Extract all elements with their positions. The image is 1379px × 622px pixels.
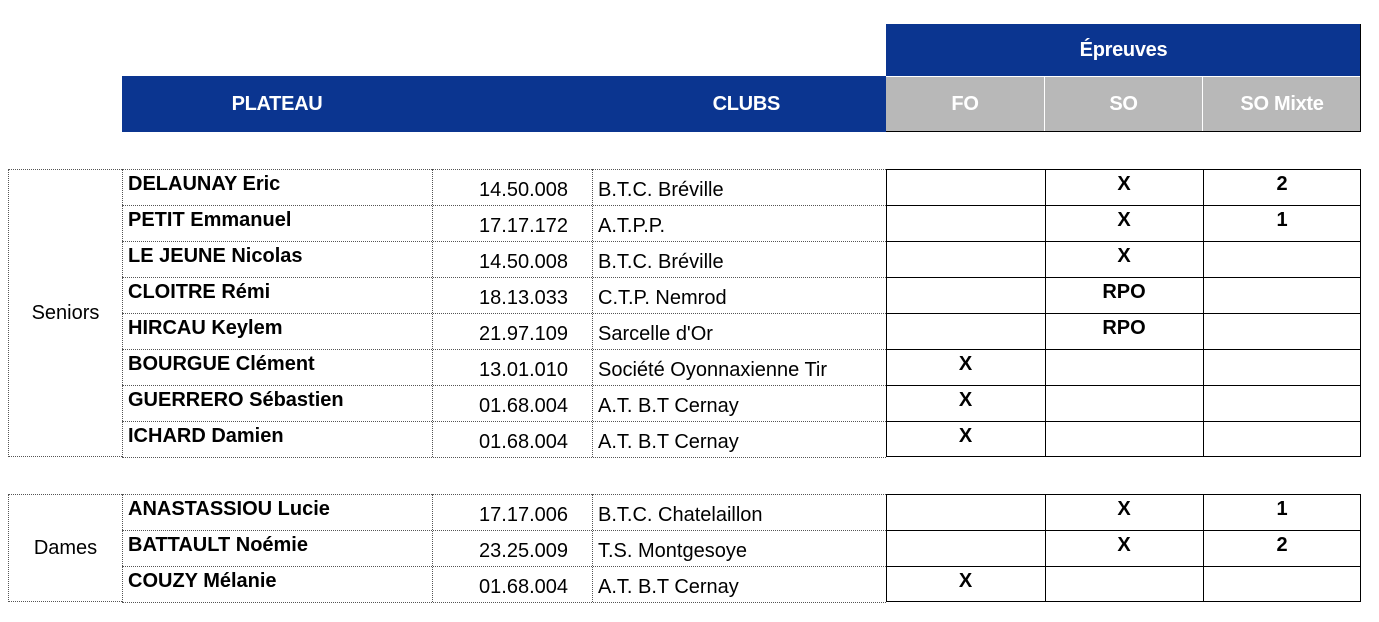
event-mixte-mark: 1 [1276,497,1288,520]
event-fo-mark: X [958,424,973,447]
licence-number: 01.68.004 [479,431,568,453]
club-name: Société Oyonnaxienne Tir [598,359,828,381]
event-so-mark: X [1117,244,1131,267]
event-fo-mark [886,169,1045,205]
licence-number: 18.13.033 [479,287,568,309]
licence-number: 13.01.010 [479,359,568,381]
licence-number: 23.25.009 [479,540,568,562]
epreuves-header: Épreuves [886,24,1361,76]
event-mixte-mark [1203,421,1361,457]
licence-number: 21.97.109 [479,323,568,345]
event-so-mark: X [1117,208,1131,231]
event-mixte-mark [1203,277,1361,313]
club-name: B.T.C. Bréville [598,179,724,201]
athlete-name: ANASTASSIOU Lucie [128,497,330,520]
club-name: A.T. B.T Cernay [598,576,739,598]
event-header-so-mixte: SO Mixte [1203,76,1361,132]
header-border-right [1360,24,1361,132]
event-so-mark [1045,566,1203,602]
event-mixte-mark [1203,385,1361,421]
licence-number: 17.17.172 [479,215,568,237]
grid-line [122,602,886,603]
event-mixte-mark: 2 [1276,172,1288,195]
event-header-so: SO [1045,76,1203,132]
athlete-name: COUZY Mélanie [128,569,277,592]
header-spacer [432,76,592,132]
plateau-header: PLATEAU [122,76,432,132]
club-name: Sarcelle d'Or [598,323,713,345]
event-mixte-mark: 1 [1276,208,1288,231]
event-mixte-mark [1203,566,1361,602]
event-fo-mark [886,241,1045,277]
event-header-fo: FO [886,76,1045,132]
athlete-name: CLOITRE Rémi [128,280,271,303]
event-mixte-mark: 2 [1276,533,1288,556]
event-mixte-mark [1203,349,1361,385]
licence-number: 14.50.008 [479,251,568,273]
event-fo-mark: X [958,569,973,592]
event-so-mark [1045,349,1203,385]
licence-number: 14.50.008 [479,179,568,201]
event-fo-mark [886,313,1045,349]
event-so-mark [1045,385,1203,421]
event-fo-mark: X [958,388,973,411]
event-so-mark: X [1117,497,1131,520]
event-so-mark: X [1117,533,1131,556]
event-so-mark: RPO [1102,316,1146,339]
event-fo-mark [886,205,1045,241]
athlete-name: BATTAULT Noémie [128,533,308,556]
athlete-name: BOURGUE Clément [128,352,315,375]
event-so-mark: X [1117,172,1131,195]
event-mixte-mark [1203,313,1361,349]
event-so-mark: RPO [1102,280,1146,303]
athlete-name: LE JEUNE Nicolas [128,244,303,267]
event-mixte-mark [1203,241,1361,277]
athlete-name: ICHARD Damien [128,424,284,447]
clubs-header: CLUBS [592,76,886,132]
athlete-name: PETIT Emmanuel [128,208,292,231]
club-name: A.T. B.T Cernay [598,395,739,417]
licence-number: 01.68.004 [479,395,568,417]
club-name: A.T.P.P. [598,215,666,237]
club-name: A.T. B.T Cernay [598,431,739,453]
athlete-name: GUERRERO Sébastien [128,388,344,411]
category-label: Seniors [8,169,122,457]
grid-line [122,457,886,458]
event-fo-mark: X [958,352,973,375]
category-label: Dames [8,494,122,602]
header-border [886,131,1361,132]
club-name: B.T.C. Chatelaillon [598,504,763,526]
event-fo-mark [886,494,1045,530]
club-name: B.T.C. Bréville [598,251,724,273]
licence-number: 17.17.006 [479,504,568,526]
licence-number: 01.68.004 [479,576,568,598]
athlete-name: DELAUNAY Eric [128,172,281,195]
athlete-name: HIRCAU Keylem [128,316,283,339]
event-so-mark [1045,421,1203,457]
club-name: T.S. Montgesoye [598,540,747,562]
event-fo-mark [886,530,1045,566]
club-name: C.T.P. Nemrod [598,287,727,309]
event-fo-mark [886,277,1045,313]
